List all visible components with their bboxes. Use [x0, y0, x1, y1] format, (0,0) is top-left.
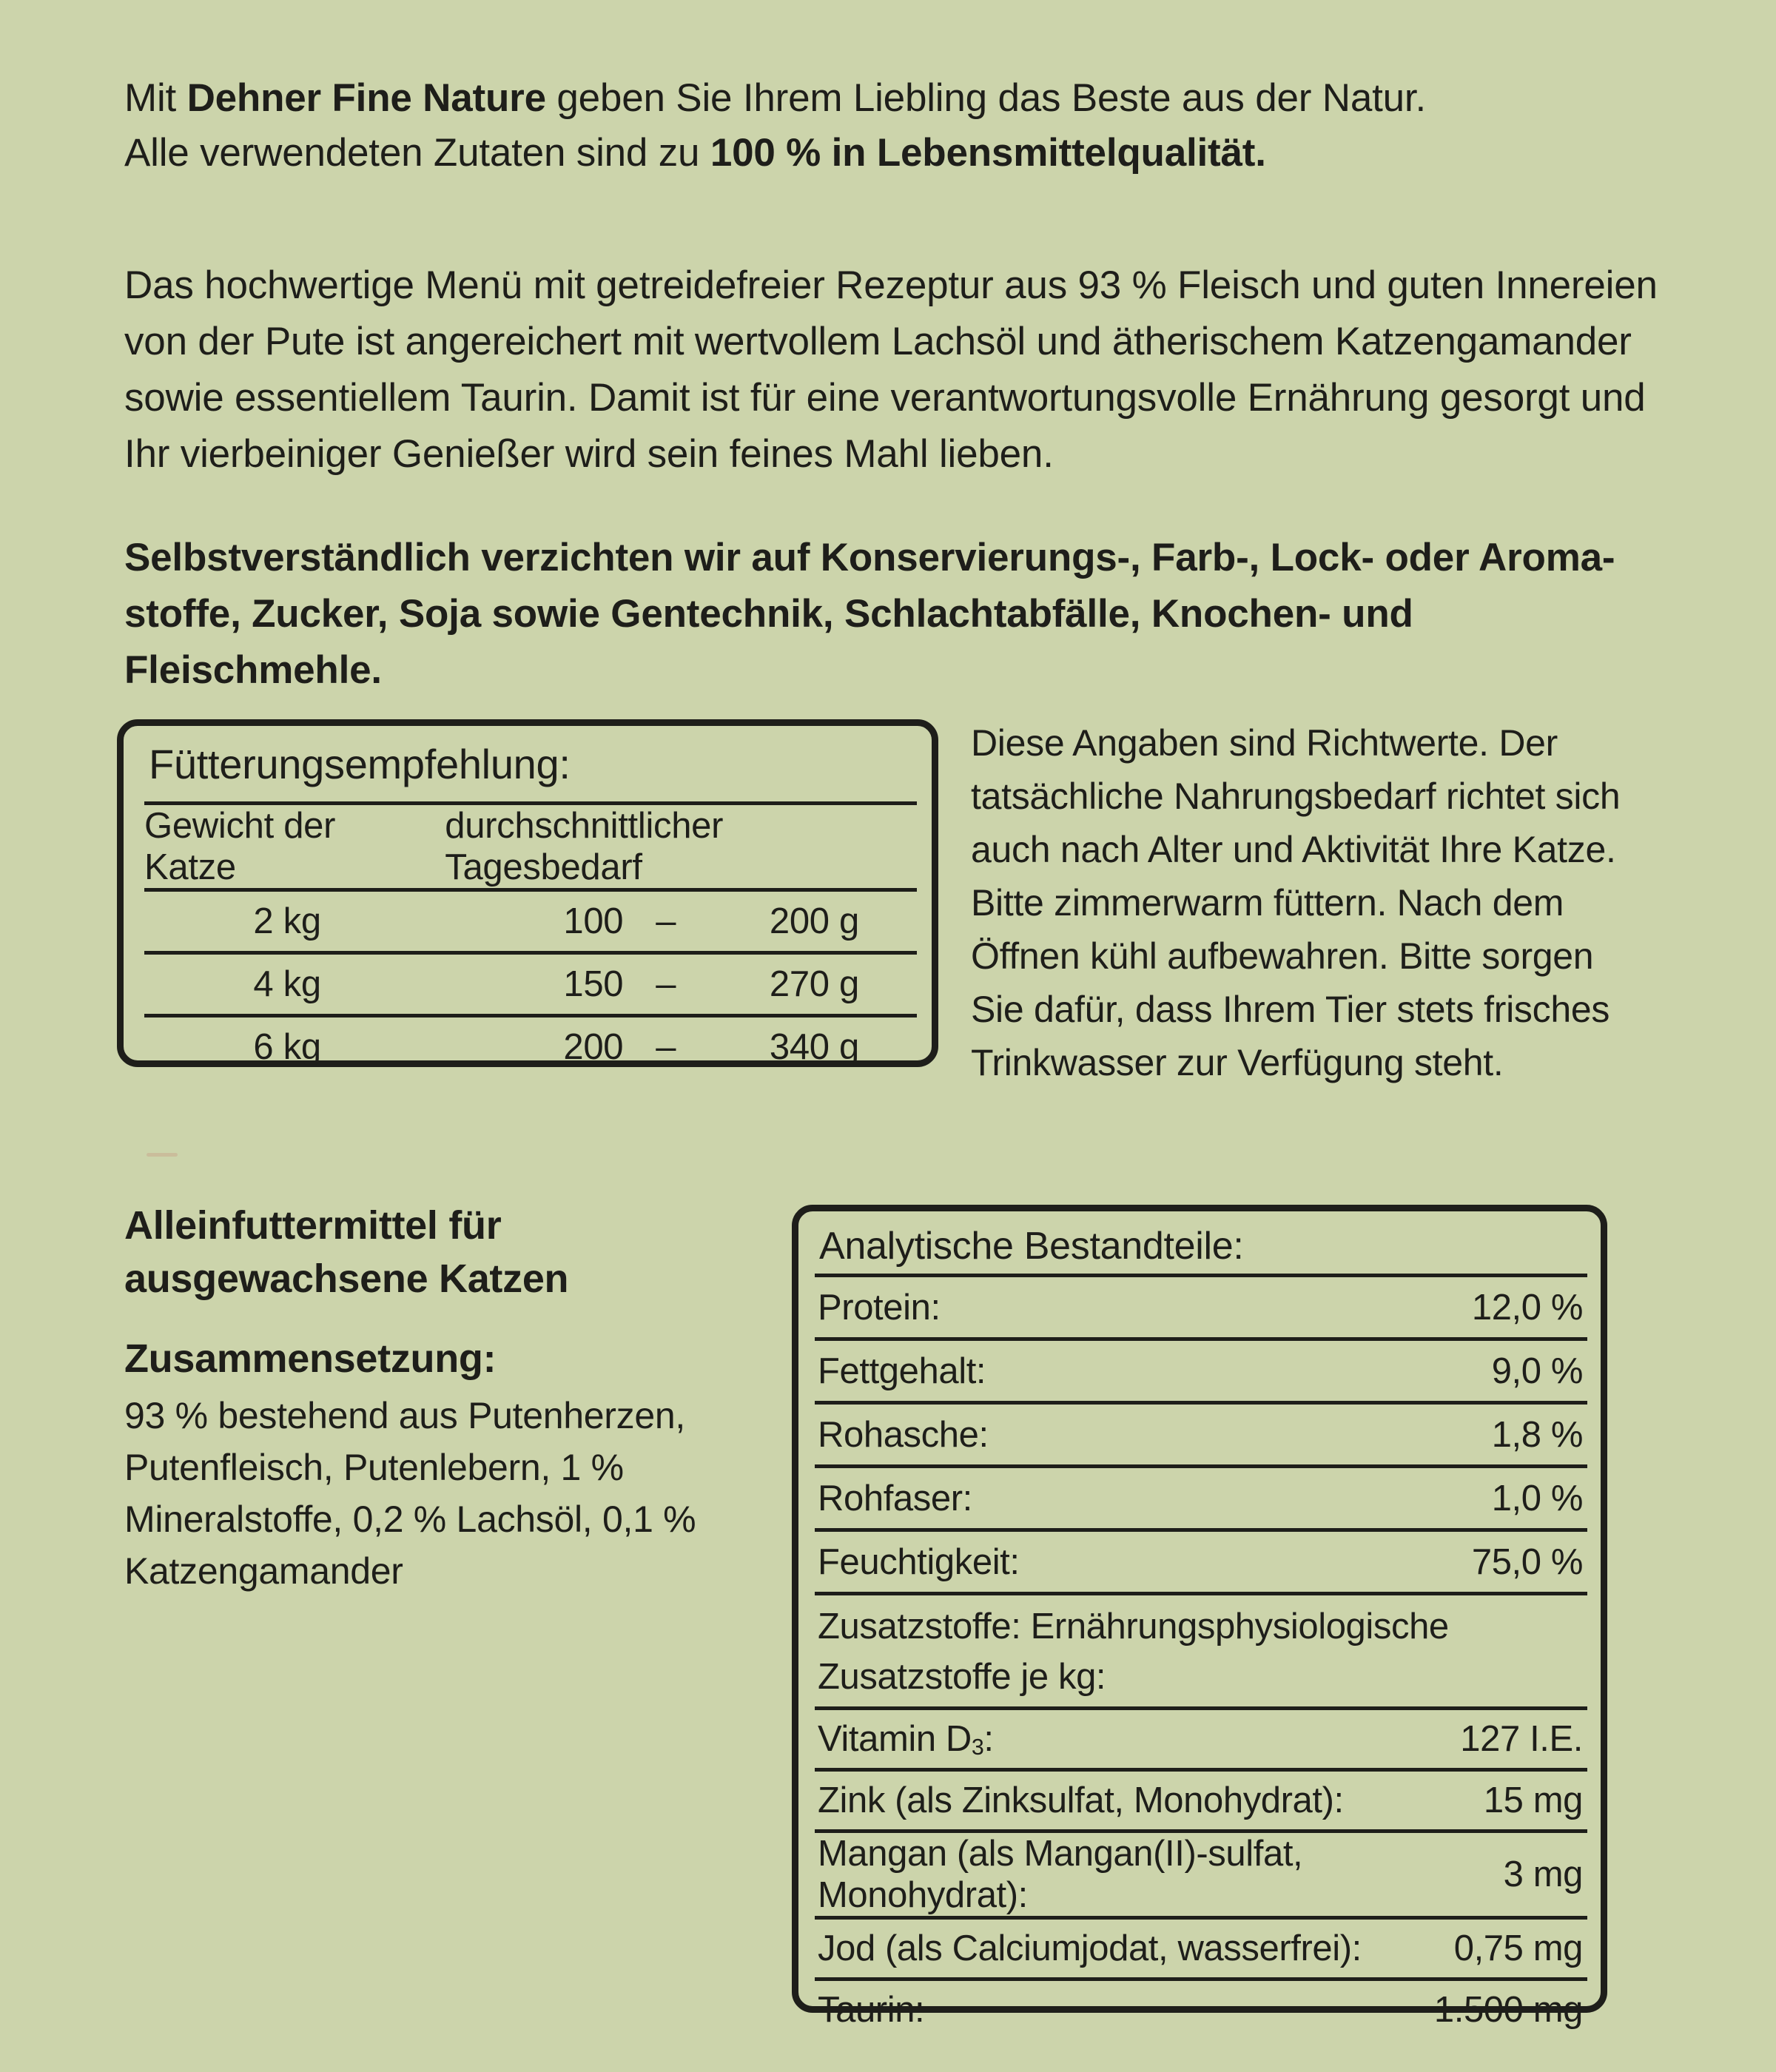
- additive-key-pre: Vitamin D: [818, 1719, 972, 1759]
- additives-heading-row: [815, 1594, 1587, 1709]
- additives-heading: [815, 1594, 1587, 1709]
- analytical-value: 12,0 %: [1434, 1276, 1587, 1339]
- additive-key: Mangan (als Mangan(II)-sulfat, Monohydrat):: [815, 1832, 1434, 1918]
- analytical-constituents-box: [792, 1205, 1607, 2030]
- feeding-row-max: 200 g: [769, 901, 859, 941]
- analytical-value: 75,0 %: [1434, 1530, 1587, 1594]
- analytical-key: Rohfaser:: [815, 1467, 1434, 1530]
- additive-key: Taurin:: [815, 1980, 1434, 2039]
- feeding-table-header-row: [144, 804, 917, 890]
- table-row: [815, 1770, 1587, 1832]
- table-row: [144, 1016, 917, 1077]
- analytical-key: Rohasche:: [815, 1403, 1434, 1467]
- additive-value: 127 I.E.: [1434, 1709, 1587, 1770]
- intro-block: [124, 71, 1664, 181]
- table-row: [815, 1918, 1587, 1980]
- feeding-row-max: 270 g: [708, 953, 917, 1016]
- paragraph-menu-description: Das hochwertige Menü mit getreidefreier Rezeptur aus 93 % Fleisch und guten Innereien von der Pute ist angereichert mit wertvollem Lachsöl und ätherischem Katzengamander sowie essentiellem Taurin. Damit ist für eine verantwortungsvolle Ernährung gesorgt und Ihr vierbeiniger Genießer wird sein feines Mahl lieben.: [124, 263, 1658, 476]
- additive-value: 1.500 mg: [1434, 1980, 1587, 2039]
- composition-body-text: 93 % bestehend aus Putenherzen, Putenfleisch, Putenlebern, 1 % Mineralstoffe, 0,2 % Lachsöl, 0,1 % Katzengamander: [124, 1395, 696, 1592]
- analytical-value: 1,0 %: [1434, 1467, 1587, 1530]
- table-row: [144, 890, 917, 953]
- feeding-table-head: [144, 804, 917, 890]
- feeding-table: [144, 801, 917, 1077]
- analytical-constituents-title: Analytische Bestandteile:: [819, 1225, 1244, 1268]
- table-row: [815, 1832, 1587, 1918]
- feeding-row-min: 200: [430, 1016, 623, 1077]
- analytical-table-body: [815, 1276, 1587, 2039]
- paragraph-free-from: Selbstverständlich verzichten wir auf Konservierungs-, Farb-, Lock- oder Aroma-stoffe, Zucker, Soja sowie Gentechnik, Schlachtabfälle, Knochen- und Fleischmehle.: [124, 536, 1615, 692]
- feeding-col-daily-header: durchschnittlicher Tagesbedarf: [430, 804, 917, 890]
- feeding-recommendation-box: [117, 719, 938, 1067]
- table-row: [144, 953, 917, 1016]
- feeding-row-weight: 6 kg: [144, 1016, 430, 1077]
- faint-dash-mark: [147, 1153, 178, 1157]
- brand-name: Dehner Fine Nature: [186, 76, 546, 120]
- complete-food-statement: Alleinfuttermittel für ausgewachsene Katzen: [124, 1203, 569, 1301]
- analytical-value: 9,0 %: [1434, 1339, 1587, 1403]
- composition-heading: Zusammensetzung:: [124, 1336, 497, 1381]
- additive-value: 0,75 mg: [1434, 1918, 1587, 1980]
- feeding-recommendation-title: Fütterungsempfehlung:: [149, 741, 571, 787]
- feeding-row-max: 340 g: [708, 1016, 917, 1077]
- table-row: [815, 1709, 1587, 1770]
- additive-key-post: :: [983, 1719, 994, 1759]
- additive-key: Jod (als Calciumjodat, wasserfrei):: [815, 1918, 1434, 1980]
- table-row: [815, 1467, 1587, 1530]
- additive-key-vitamin-d3: [815, 1709, 1434, 1770]
- feeding-note-text: Diese Angaben sind Richtwerte. Der tatsächliche Nahrungsbedarf richtet sich auch nach Alter und Aktivität Ihre Katze. Bitte zimmerwarm füttern. Nach dem Öffnen kühl aufbewahren. Bitte sorgen Sie dafür, dass Ihrem Tier stets frisches Trinkwasser zur Verfügung steht.: [971, 722, 1621, 1083]
- additive-value: 3 mg: [1434, 1832, 1587, 1918]
- feeding-row-weight: 2 kg: [253, 901, 321, 941]
- feeding-row-dash: –: [623, 1016, 708, 1077]
- additives-heading-line1: Zusatzstoffe: Ernährungsphysiologische: [818, 1607, 1449, 1646]
- table-row: [815, 1276, 1587, 1339]
- intro-line2-prefix: Alle verwendeten Zutaten sind zu: [124, 131, 710, 175]
- intro-line2-bold: 100 % in Lebensmittelqualität.: [710, 131, 1266, 175]
- intro-line1-prefix: Mit: [124, 76, 187, 120]
- analytical-key: Protein:: [815, 1276, 1434, 1339]
- intro-line1-suffix: geben Sie Ihrem Liebling das Beste aus der Natur.: [545, 76, 1426, 120]
- additive-key: Zink (als Zinksulfat, Monohydrat):: [815, 1770, 1434, 1832]
- additive-key-subscript: 3: [971, 1735, 984, 1760]
- additives-heading-line2: Zusatzstoffe je kg:: [818, 1657, 1106, 1697]
- feeding-row-dash: –: [656, 901, 676, 941]
- feeding-row-weight: 4 kg: [144, 953, 430, 1016]
- feeding-table-body: [144, 890, 917, 1077]
- feeding-row-min: 150: [430, 953, 623, 1016]
- feeding-row-min: 100: [563, 901, 624, 941]
- table-row: [815, 1339, 1587, 1403]
- feeding-row-dash: –: [623, 953, 708, 1016]
- table-row: [815, 1403, 1587, 1467]
- analytical-table: [815, 1274, 1587, 2039]
- feeding-col-weight-header: Gewicht der Katze: [144, 804, 430, 890]
- table-row: [815, 1530, 1587, 1594]
- table-row: [815, 1980, 1587, 2039]
- analytical-value: 1,8 %: [1434, 1403, 1587, 1467]
- analytical-key: Fettgehalt:: [815, 1339, 1434, 1403]
- analytical-key: Feuchtigkeit:: [815, 1530, 1434, 1594]
- additive-value: 15 mg: [1434, 1770, 1587, 1832]
